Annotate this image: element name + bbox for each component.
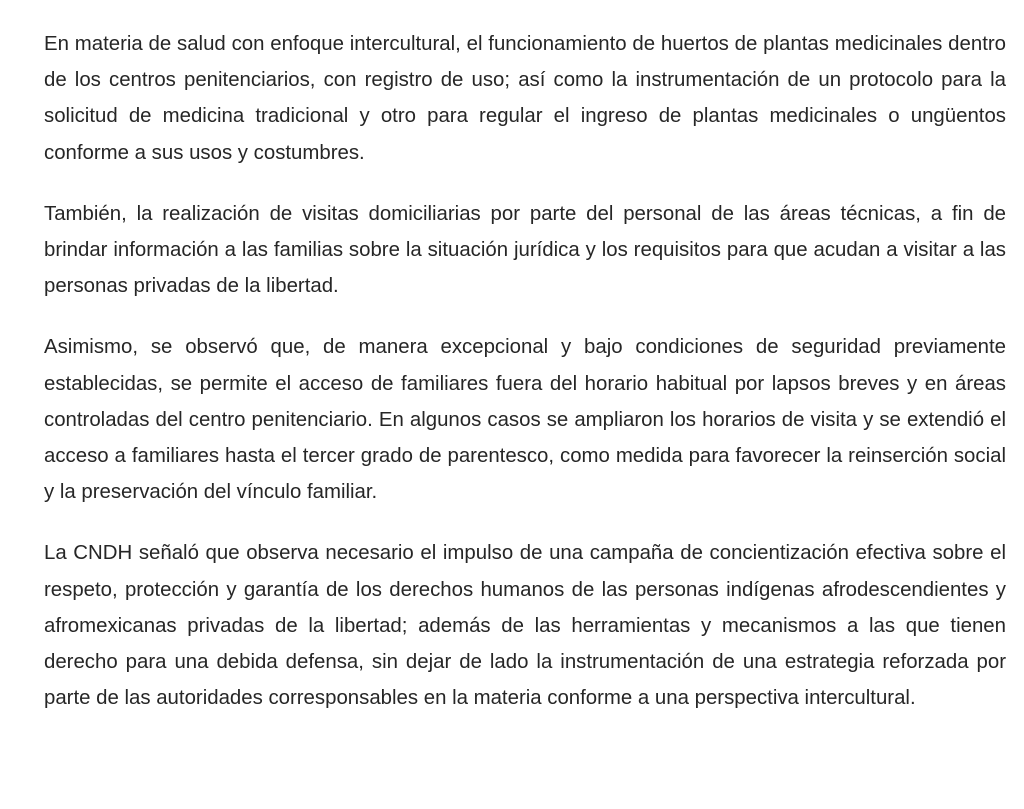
paragraph-family-access: Asimismo, se observó que, de manera excepcional y bajo condiciones de seguridad previamente establecidas, se permite el acceso de familiares fuera del horario habitual por lapsos breves y en áreas controladas del centro penitenciario. En algunos casos se ampliaron los horarios de visita y se extendió el acceso a familiares hasta el tercer grado de parentesco, como medida para favorecer la reinserción social y la preservación del vínculo familiar. <box>44 336 1006 504</box>
paragraph-cndh-campaign: La CNDH señaló que observa necesario el impulso de una campaña de concientización efectiva sobre el respeto, protección y garantía de los derechos humanos de las personas indígenas afrodescendientes y afromexicanas privadas de la libertad; además de las herramientas y mecanismos a las que tienen derecho para una debida defensa, sin dejar de lado la instrumentación de una estrategia reforzada por parte de las autoridades corresponsables en la materia conforme a una perspectiva intercultural. <box>44 542 1006 710</box>
paragraph-health-intercultural: En materia de salud con enfoque intercultural, el funcionamiento de huertos de plantas medicinales dentro de los centros penitenciarios, con registro de uso; así como la instrumentación de un protocolo para la solicitud de medicina tradicional y otro para regular el ingreso de plantas medicinales o ungüentos conforme a sus usos y costumbres. <box>44 33 1006 164</box>
paragraph-home-visits: También, la realización de visitas domiciliarias por parte del personal de las áreas técnicas, a fin de brindar información a las familias sobre la situación jurídica y los requisitos para que acudan a visitar a las personas privadas de la libertad. <box>44 202 1006 298</box>
article-body <box>44 26 1006 741</box>
